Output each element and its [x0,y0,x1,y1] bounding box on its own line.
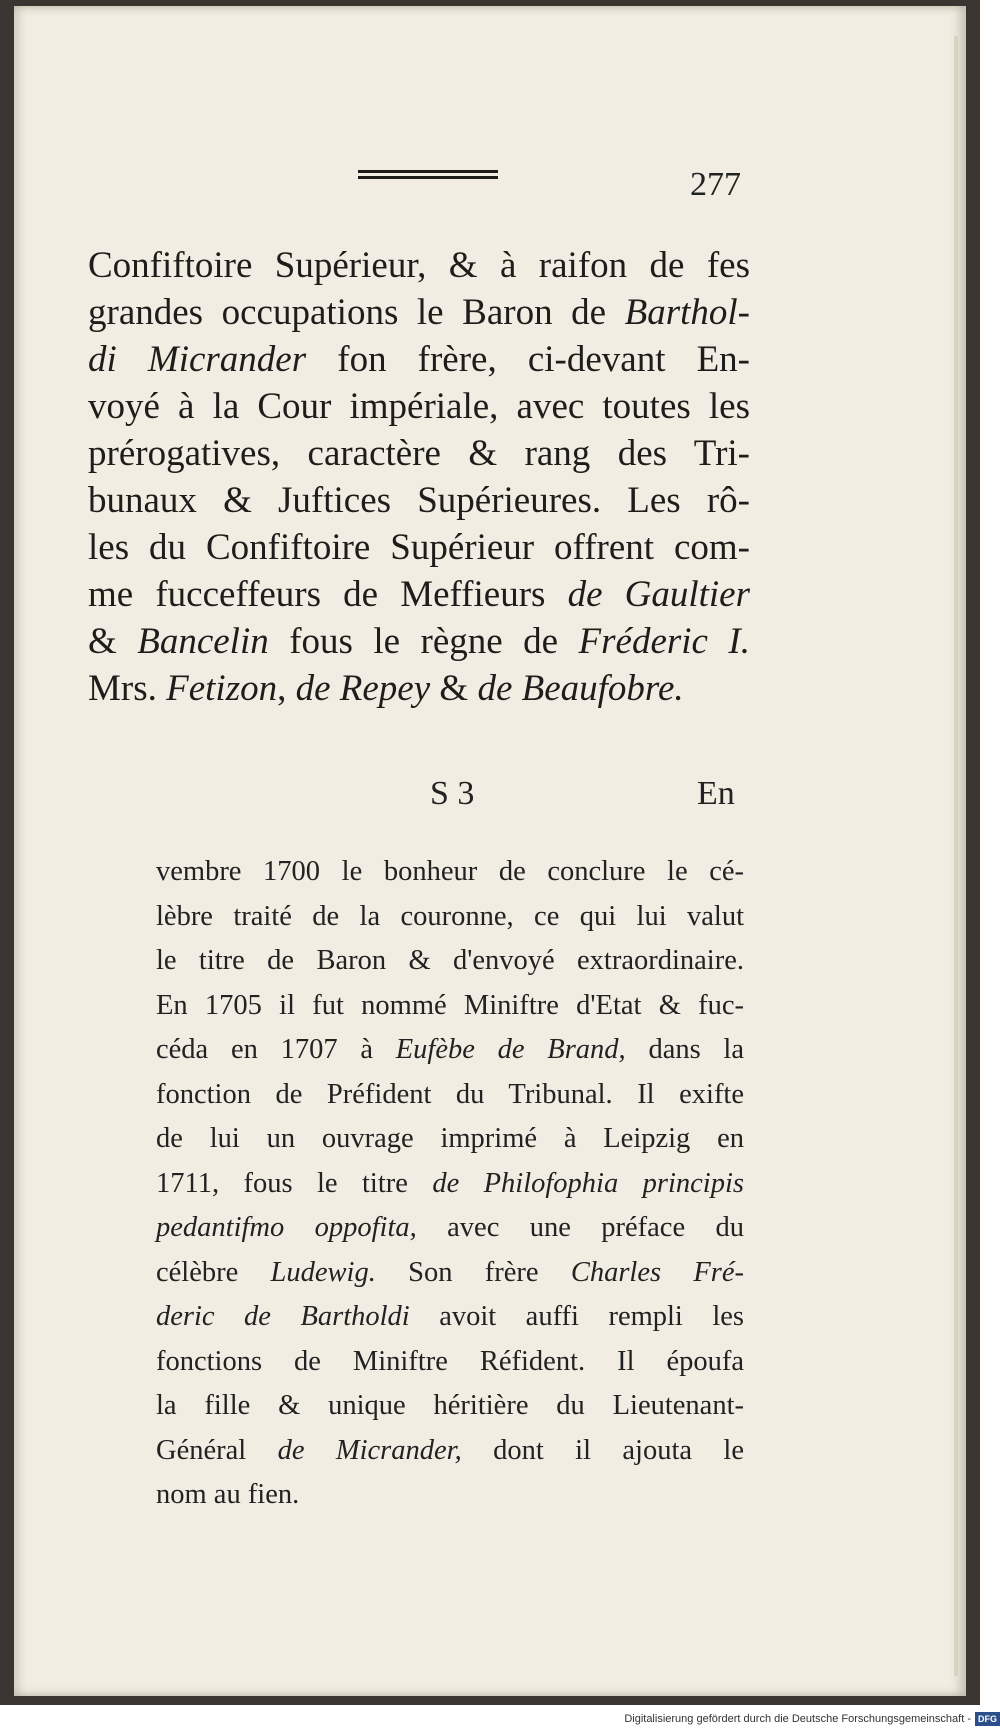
text-run: avoit auffi rempli les [409,1301,744,1332]
footnote-line [156,1073,744,1118]
italic-text: Ludewig. [270,1256,376,1288]
footnote-line [156,1295,744,1340]
footnote-line [156,984,744,1029]
italic-text: de Gaultier [567,574,750,615]
text-run: céda en 1707 à [156,1034,396,1065]
italic-text: de Beaufobre. [477,668,684,709]
italic-text: de Micrander, [277,1434,462,1466]
text-run: les du Confiftoire Supérieur offrent com- [88,527,750,568]
text-run: Mrs. [88,668,167,709]
text-run: vembre 1700 le bonheur de conclure le cé- [156,856,744,887]
text-run: grandes occupations le Baron de [88,292,625,333]
dfg-logo: DFG [975,1712,1000,1726]
text-run: , [277,668,296,709]
italic-text: Bancelin [137,621,269,662]
page-edge [954,36,958,1676]
text-run: la fille & unique héritière du Lieutenant- [156,1390,744,1421]
upper-text-block [88,242,750,712]
footnote-line [156,1162,744,1207]
footnote-line [156,1384,744,1429]
italic-text: di Micrander [88,339,307,380]
catchword: En [697,775,735,812]
text-run: le titre de Baron & d'envoyé extraordinaire. [156,945,744,976]
footnote-line [156,939,744,984]
body-line [88,665,750,712]
text-run: dont il ajouta le [461,1434,744,1466]
text-run: Confiftoire Supérieur, & à raifon de fes [88,245,750,286]
text-run: prérogatives, caractère & rang des Tri- [88,433,750,474]
header-rule [358,170,498,182]
footnote-line [156,1251,744,1296]
text-run: voyé à la Cour impériale, avec toutes les [88,386,750,427]
body-line [88,242,750,289]
text-run: fous le règne de [268,621,579,662]
italic-text: Eufèbe de Brand, [395,1034,626,1065]
text-run: avec une préface du [416,1212,744,1243]
footnote-line [156,850,744,895]
footnote-line [156,1340,744,1385]
italic-text: Charles Fré- [570,1256,745,1288]
text-run: Général [156,1434,278,1466]
digitization-footer [560,1710,1000,1729]
italic-text: pedantifmo oppofita, [156,1212,417,1243]
italic-text: Barthol- [624,292,750,333]
footnote-line [156,1473,744,1518]
body-line [88,430,750,477]
italic-text: de Philofophia principis [432,1167,744,1199]
text-run: fon frère, ci-devant En- [306,339,751,380]
footer-text: Digitalisierung gefördert durch die Deutsche Forschungsgemeinschaft - [624,1713,971,1725]
body-line [88,336,750,383]
text-run: de lui un ouvrage imprimé à Leipzig en [156,1123,744,1154]
text-run: En 1705 il fut nommé Miniftre d'Etat & fuc- [156,989,744,1021]
text-run: 1711, fous le titre [156,1167,433,1199]
italic-text: Fréderic I. [578,621,750,662]
italic-text: Fetizon [166,668,278,709]
text-run: bunaux & Juftices Supérieures. Les rô- [88,480,750,521]
body-line [88,477,750,524]
footnote-line [156,1028,744,1073]
footnote-line [156,1429,744,1474]
page-number: 277 [690,166,741,203]
footnote-line [156,895,744,940]
text-run: Son frère [375,1256,571,1288]
footnote-line [156,1206,744,1251]
body-line [88,571,750,618]
body-line [88,618,750,665]
text-run: & [430,668,478,709]
footnote-line [156,1117,744,1162]
text-run: & [88,621,138,662]
body-line [88,289,750,336]
italic-text: deric de Bartholdi [156,1301,410,1332]
text-run: fonction de Préfident du Tribunal. Il exifte [156,1078,744,1110]
text-run: célèbre [156,1256,271,1288]
text-run: me fucceffeurs de Meffieurs [88,574,568,615]
text-run: dans la [625,1034,745,1065]
body-line [88,383,750,430]
body-line [88,524,750,571]
text-run: nom au fien. [156,1479,300,1510]
text-run: fonctions de Miniftre Réfident. Il époufa [156,1345,744,1377]
signature-mark: S 3 [430,775,475,812]
italic-text: de Repey [295,668,431,709]
text-run: lèbre traité de la couronne, ce qui lui valut [156,900,744,932]
footnote-text-block [156,850,744,1518]
